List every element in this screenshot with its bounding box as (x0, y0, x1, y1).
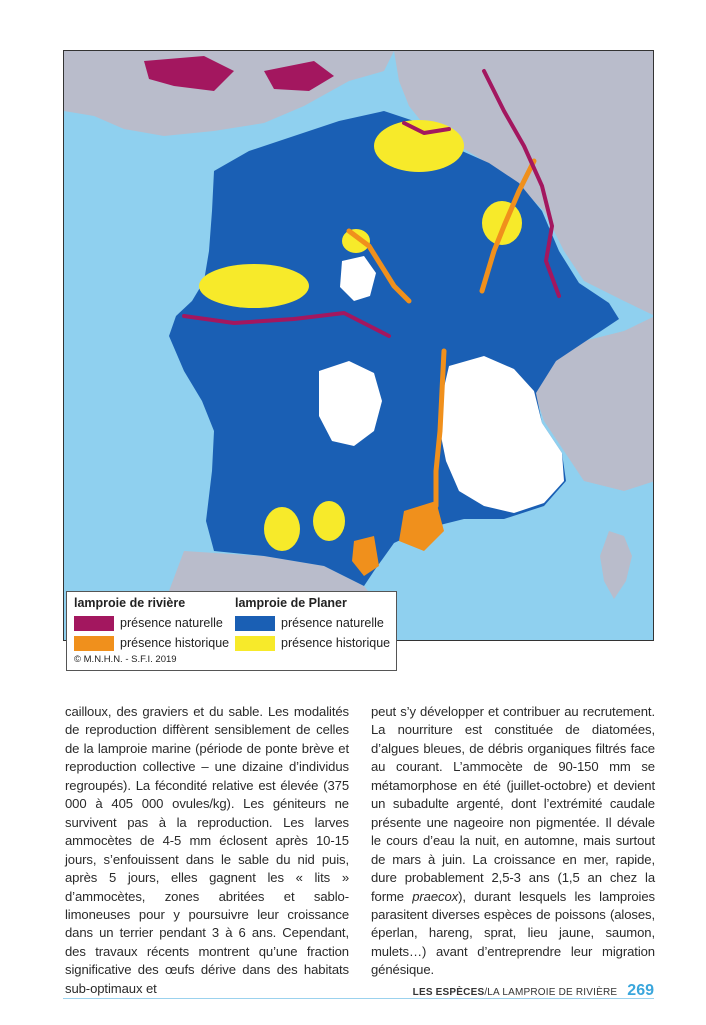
legend-river-historic-row (74, 633, 229, 653)
legend-river-lamprey (74, 596, 229, 653)
legend-planer-lamprey (235, 596, 390, 653)
historic-planer-swatch (235, 636, 275, 651)
body-right-part-1: peut s’y développer et contribuer au recrutement. La nourriture est constituée de diatomées, d’algues bleues, de débris organiques filtrés face au courant. L’ammocète de 90-150 mm se métamorphose en été (juillet-octobre) et devient un subadulte argenté, dont l’extrémité caudale présente une nageoire non pigmentée. Il dévale le cours d’eau la nuit, en automne, mais surtout de mars à juin. La croissance en mer, rapide, dure probablement 2,5-3 ans (1,5 an chez la forme (371, 704, 655, 904)
distribution-map (63, 50, 654, 641)
legend-river-natural-row (74, 613, 229, 633)
footer-separator: / (484, 987, 488, 998)
page-number: 269 (627, 982, 654, 999)
france-map (64, 51, 654, 641)
footer-subsection: LA LAMPROIE DE RIVIÈRE (487, 987, 618, 998)
map-legend (66, 591, 397, 671)
historic-planer-brittany (199, 264, 309, 308)
body-right-italic-term: praecox (412, 888, 459, 904)
map-copyright: © M.N.H.N. - S.F.I. 2019 (74, 654, 177, 665)
legend-river-lamprey-title: lamproie de rivière (74, 596, 186, 610)
historic-planer-garonne (313, 501, 345, 541)
historic-planer-southwest (264, 507, 300, 551)
historic-planer-northeast (482, 201, 522, 245)
legend-planer-lamprey-title: lamproie de Planer (235, 596, 347, 610)
legend-river-historic-label: présence historique (120, 636, 230, 650)
page-footer (413, 982, 654, 1000)
body-right-part-2: ), durant lesquels les lamproies parasitent diverses espèces de poissons (aloses, éperlan, hareng, sprat, lieu jaune, saumon, mulets…) avant d’entreprendre leur migration génésique. (371, 888, 655, 978)
body-text-left-column: cailloux, des graviers et du sable. Les modalités de reproduction diffèrent sensiblement de celles de la lamproie marine (période de ponte brève et reproduction collective – une dizaine d’individus regroupés). La fécondité relative est élevée (375 000 à 405 000 ovules/kg). Les géniteurs ne survivent pas à la reproduction. Les larves ammocètes de 4-5 mm éclosent après 10-15 jours, s’enfouissent dans le sable du nid puis, après 5 jours, elles gagnent les « lits » d’ammocètes, zones abritées et sablo-limoneuses pour y poursuivre leur croissance dans un terrier pendant 3 à 6 ans. Cependant, des travaux récents montrent qu’une fraction significative des œufs dérive dans des habitats sub-optimaux et (65, 704, 349, 996)
legend-planer-historic-label: présence historique (281, 636, 391, 650)
body-text-right-column (371, 703, 655, 980)
historic-river-swatch (74, 636, 114, 651)
legend-planer-natural-row (235, 613, 390, 633)
legend-river-natural-label: présence naturelle (120, 616, 223, 630)
legend-planer-natural-label: présence naturelle (281, 616, 384, 630)
footer-section: LES ESPÈCES (412, 987, 485, 998)
legend-planer-historic-row (235, 633, 390, 653)
natural-river-swatch (74, 616, 114, 631)
natural-planer-swatch (235, 616, 275, 631)
